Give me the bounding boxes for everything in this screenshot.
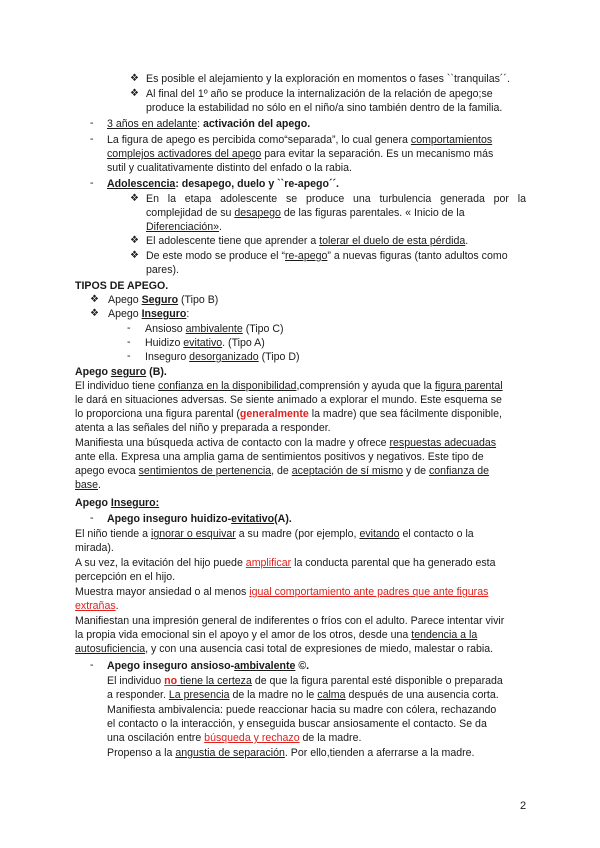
section-heading: Adolescencia: desapego, duelo y ``re-apego´´.	[107, 178, 339, 190]
diamond-bullet-icon: ❖	[130, 73, 139, 84]
paragraph-line: El individuo tiene confianza en la disponibilidad,comprensión y ayuda que la figura parental	[75, 380, 503, 392]
paragraph-line: A su vez, la evitación del hijo puede amplificar la conducta parental que ha generado esta	[75, 557, 496, 569]
paragraph-line: la propia vida emocional sin el apoyo y el amor de los otros, desde una tendencia a la	[75, 629, 478, 641]
list-item-line: sutil y cualitativamente distinto del enfado o la rabia.	[107, 162, 352, 174]
section-heading: Apego Inseguro:	[75, 497, 160, 509]
bullet-text: Es posible el alejamiento y la exploración en momentos o fases ``tranquilas´´.	[146, 73, 510, 85]
section-title: TIPOS DE APEGO.	[75, 280, 169, 292]
paragraph-line: base.	[75, 479, 101, 491]
paragraph-line: le dará en situaciones adversas. Se siente animado a explorar el mundo. Este esquema se	[75, 394, 502, 406]
dash-marker: -	[127, 336, 131, 348]
paragraph-line: percepción en el hijo.	[75, 571, 176, 583]
bullet-text: En la etapa adolescente se produce una turbulencia generada por la	[146, 193, 526, 205]
subtype-item: Huidizo evitativo. (Tipo A)	[145, 337, 265, 349]
paragraph-line: apego evoca sentimientos de pertenencia, de aceptación de sí mismo y de confianza de	[75, 465, 490, 477]
list-item-line: complejos activadores del apego para evitar la separación. Es un mecanismo más	[107, 148, 494, 160]
paragraph-line: Manifiesta una búsqueda activa de contacto con la madre y ofrece respuestas adecuadas	[75, 437, 497, 449]
page-number: 2	[520, 800, 527, 812]
diamond-bullet-icon: ❖	[90, 308, 99, 319]
subsection-heading: Apego inseguro huidizo-evitativo(A).	[107, 513, 292, 525]
diamond-bullet-icon: ❖	[90, 294, 99, 305]
paragraph-line: El niño tiende a ignorar o esquivar a su madre (por ejemplo, evitando el contacto o la	[75, 528, 474, 540]
paragraph-line: Muestra mayor ansiedad o al menos igual comportamiento ante padres que ante figuras	[75, 586, 489, 598]
bullet-text: produce la estabilidad no sólo en el niño/a sino también dentro de la familia.	[146, 102, 503, 114]
dash-marker: -	[127, 322, 131, 334]
paragraph-line: una oscilación entre búsqueda y rechazo de la madre.	[107, 732, 362, 744]
diamond-bullet-icon: ❖	[130, 193, 139, 204]
paragraph-line: lo proporciona una figura parental (generalmente la madre) que sea fácilmente disponible,	[75, 408, 502, 420]
diamond-bullet-icon: ❖	[130, 88, 139, 99]
list-item: La figura de apego es percibida como“separada”, lo cual genera comportamientos	[107, 134, 493, 146]
dash-marker: -	[90, 659, 94, 671]
type-item: Apego Inseguro:	[108, 308, 190, 320]
paragraph-line: Propenso a la angustia de separación. Por ello,tienden a aferrarse a la madre.	[107, 747, 475, 759]
dash-marker: -	[90, 177, 94, 189]
list-item: 3 años en adelante: activación del apego.	[107, 118, 311, 130]
paragraph-line: mirada).	[75, 542, 114, 554]
paragraph-line: El individuo no tiene la certeza de que la figura parental esté disponible o preparada	[107, 675, 503, 687]
diamond-bullet-icon: ❖	[130, 250, 139, 261]
bullet-text: De este modo se produce el “re-apego” a nuevas figuras (tanto adultos como	[146, 250, 508, 262]
bullet-text: El adolescente tiene que aprender a tolerar el duelo de esta pérdida.	[146, 235, 469, 247]
dash-marker: -	[90, 512, 94, 524]
paragraph-line: a responder. La presencia de la madre no le calma después de una ausencia corta.	[107, 689, 499, 701]
paragraph-line: Manifiestan una impresión general de indiferentes o fríos con el adulto. Parece intentar vivir	[75, 615, 505, 627]
bullet-text: Diferenciación».	[146, 221, 222, 233]
subtype-item: Inseguro desorganizado (Tipo D)	[145, 351, 300, 363]
bullet-text: pares).	[146, 264, 179, 276]
section-heading: Apego seguro (B).	[75, 366, 167, 378]
subsection-heading: Apego inseguro ansioso-ambivalente ©.	[107, 660, 310, 672]
paragraph-line: el contacto o la interacción, y enseguida buscar ansiosamente el contacto. Se da	[107, 718, 487, 730]
dash-marker: -	[90, 133, 94, 145]
paragraph-line: extrañas.	[75, 600, 119, 612]
paragraph-line: atenta a las señales del niño y preparada a responder.	[75, 422, 331, 434]
bullet-text: Al final del 1º año se produce la internalización de la relación de apego;se	[146, 88, 493, 100]
paragraph-line: Manifiesta ambivalencia: puede reaccionar hacia su madre con cólera, rechazando	[107, 704, 497, 716]
subtype-item: Ansioso ambivalente (Tipo C)	[145, 323, 284, 335]
dash-marker: -	[90, 117, 94, 129]
paragraph-line: ante ella. Expresa una amplia gama de sentimientos positivos y negativos. Este tipo de	[75, 451, 484, 463]
paragraph-line: autosuficiencia, y con una ausencia casi total de expresiones de miedo, malestar o rabia.	[75, 643, 494, 655]
diamond-bullet-icon: ❖	[130, 235, 139, 246]
dash-marker: -	[127, 350, 131, 362]
bullet-text: complejidad de su desapego de las figuras parentales. « Inicio de la	[146, 207, 465, 219]
type-item: Apego Seguro (Tipo B)	[108, 294, 219, 306]
